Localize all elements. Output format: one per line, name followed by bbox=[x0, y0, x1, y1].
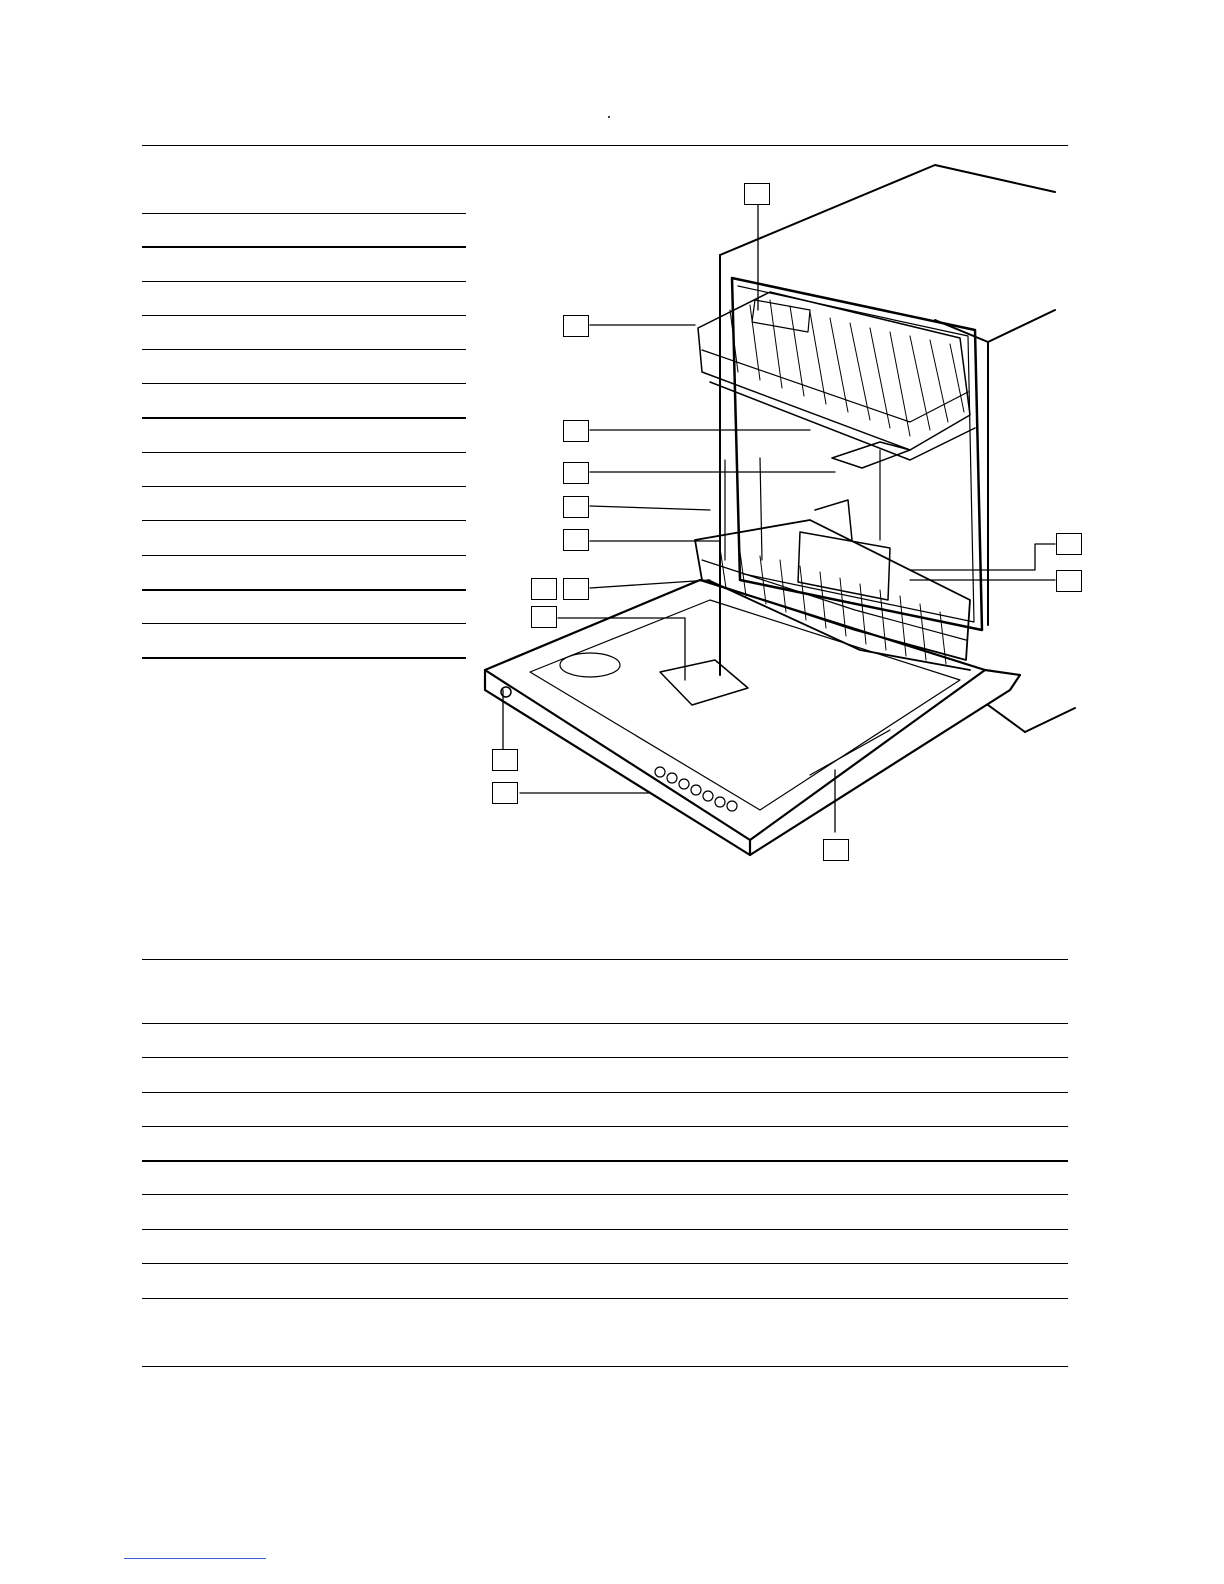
footer-link-underline[interactable] bbox=[124, 1558, 266, 1559]
callout-box bbox=[531, 578, 557, 600]
table-row bbox=[142, 1263, 1068, 1264]
callout-box bbox=[492, 749, 518, 771]
legend-row bbox=[142, 383, 466, 384]
legend-row bbox=[142, 657, 466, 659]
legend-row bbox=[142, 246, 466, 248]
callout-box bbox=[492, 782, 518, 804]
table-row bbox=[142, 1160, 1068, 1162]
legend-row bbox=[142, 452, 466, 453]
legend-row bbox=[142, 349, 466, 350]
legend-row bbox=[142, 520, 466, 521]
table-row bbox=[142, 1057, 1068, 1058]
callout-box bbox=[563, 315, 589, 337]
callout-box bbox=[563, 529, 589, 551]
legend-row bbox=[142, 589, 466, 591]
legend-row bbox=[142, 417, 466, 419]
callout-box bbox=[744, 183, 770, 205]
table-row bbox=[142, 959, 1068, 960]
callout-box bbox=[563, 462, 589, 484]
dishwasher-illustration bbox=[470, 160, 1090, 870]
table-row bbox=[142, 1194, 1068, 1195]
header-dot bbox=[608, 116, 610, 118]
table-row bbox=[142, 1366, 1068, 1367]
callout-box bbox=[1056, 533, 1082, 555]
table-row bbox=[142, 1229, 1068, 1230]
header-rule bbox=[142, 145, 1068, 146]
table-row bbox=[142, 1092, 1068, 1093]
callout-box bbox=[531, 606, 557, 628]
table-row bbox=[142, 1023, 1068, 1024]
callout-box bbox=[563, 496, 589, 518]
legend-row bbox=[142, 281, 466, 282]
callout-box bbox=[1056, 570, 1082, 592]
legend-row bbox=[142, 486, 466, 487]
table-row bbox=[142, 1298, 1068, 1299]
legend-row bbox=[142, 623, 466, 624]
callout-box bbox=[823, 839, 849, 861]
callout-box bbox=[563, 578, 589, 600]
legend-row bbox=[142, 555, 466, 556]
legend-row bbox=[142, 213, 466, 214]
legend-row bbox=[142, 315, 466, 316]
table-row bbox=[142, 1126, 1068, 1127]
callout-box bbox=[563, 420, 589, 442]
